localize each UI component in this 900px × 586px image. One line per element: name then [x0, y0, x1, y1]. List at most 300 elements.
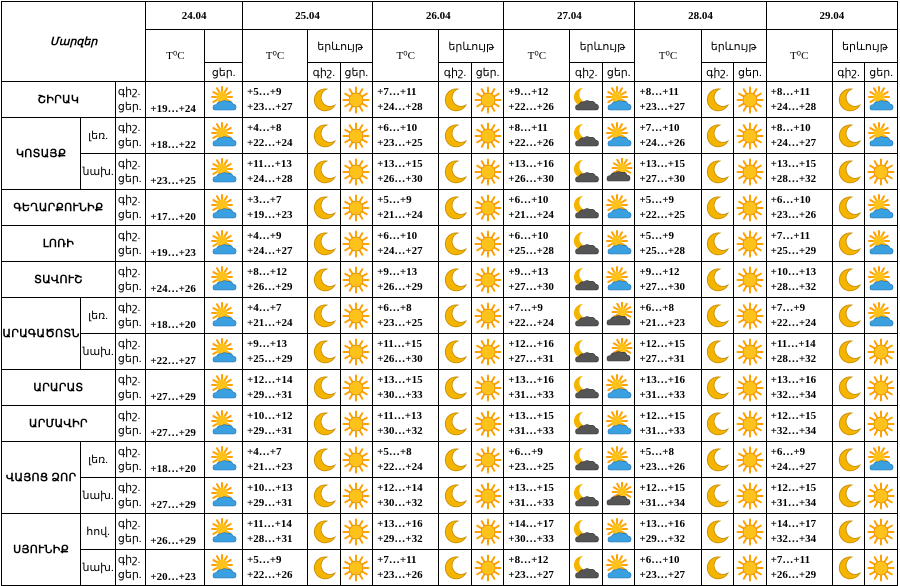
temperature-range	[373, 334, 439, 370]
day-temperature: +27…+31	[639, 352, 686, 365]
day-weather-icon	[865, 226, 898, 262]
night-temperature: +6…+10	[377, 229, 418, 242]
day-temperature: +31…+33	[508, 424, 554, 437]
day-temperature: +21…+23	[639, 316, 686, 329]
subregion-label: նախ.	[81, 154, 116, 190]
night-weather-icon	[439, 550, 472, 586]
phenomenon-header: երևույթ	[832, 30, 897, 63]
day-temperature: +22…+24	[377, 460, 423, 473]
table-row	[2, 82, 898, 118]
date-header-26: 26.04	[373, 2, 504, 30]
temperature-range	[242, 262, 307, 298]
phenomenon-header: երևույթ	[308, 30, 373, 63]
temperature-range	[242, 550, 307, 586]
night-weather-icon	[701, 190, 734, 226]
crescent-moon-icon	[310, 518, 338, 546]
day-weather-icon	[602, 226, 635, 262]
crescent-moon-icon	[703, 86, 731, 114]
day-subheader: ցեր.	[734, 63, 767, 82]
crescent-moon-icon	[441, 446, 469, 474]
crescent-moon-icon	[703, 374, 731, 402]
temperature-range	[373, 82, 439, 118]
day-weather-icon	[734, 514, 767, 550]
night-weather-icon	[308, 190, 341, 226]
temperature-range	[635, 370, 701, 406]
crescent-moon-icon	[835, 410, 863, 438]
day-weather-icon	[205, 82, 243, 118]
night-temperature: +10…+13	[246, 481, 293, 494]
day-temperature: +24…+28	[770, 100, 817, 113]
crescent-moon-icon	[441, 194, 469, 222]
night-weather-icon	[701, 154, 734, 190]
day-weather-icon	[865, 190, 898, 226]
temperature-range	[635, 514, 701, 550]
day-weather-icon	[865, 154, 898, 190]
table-row	[2, 154, 898, 190]
night-temperature: +8…+10	[770, 121, 811, 134]
temperature-range	[504, 154, 570, 190]
temperature-range	[242, 334, 307, 370]
temperature-range	[766, 514, 832, 550]
table-row	[2, 334, 898, 370]
day-subheader: ցեր.	[602, 63, 635, 82]
night-temperature: +4…+8	[246, 121, 282, 134]
day-temperature: +30…+32	[377, 424, 423, 437]
night-label: գիշ.	[117, 517, 141, 530]
night-label: գիշ.	[117, 265, 141, 278]
day-temperature: +31…+33	[508, 496, 554, 509]
temperature-range	[766, 370, 832, 406]
sun-icon	[474, 554, 502, 582]
night-temperature: +10…+13	[770, 265, 817, 278]
sun-icon	[736, 302, 764, 330]
night-label: գիշ.	[117, 373, 141, 386]
crescent-moon-icon	[441, 230, 469, 258]
sun-icon	[736, 194, 764, 222]
crescent-moon-icon	[310, 86, 338, 114]
night-weather-icon	[570, 514, 603, 550]
sun-behind-cloud-icon	[867, 230, 895, 258]
temperature-range	[635, 442, 701, 478]
day-temperature: +22…+24	[770, 316, 817, 329]
night-weather-icon	[439, 514, 472, 550]
day-weather-icon	[602, 334, 635, 370]
day-temperature: +23…+25	[146, 154, 205, 190]
sun-icon	[867, 482, 895, 510]
moon-dark-cloud-icon	[572, 266, 600, 294]
day-temperature: +27…+30	[639, 172, 686, 185]
night-weather-icon	[832, 442, 865, 478]
sun-icon	[342, 338, 370, 366]
day-temperature: +27…+29	[146, 370, 205, 406]
moon-dark-cloud-icon	[572, 302, 600, 330]
night-day-labels	[115, 370, 146, 406]
night-weather-icon	[308, 154, 341, 190]
day-weather-icon	[340, 226, 373, 262]
subregion-label: լեռ.	[81, 442, 116, 478]
day-temperature: +25…+28	[639, 244, 686, 257]
night-weather-icon	[308, 514, 341, 550]
night-temperature: +8…+11	[639, 85, 679, 98]
night-label: գիշ.	[117, 445, 141, 458]
day-weather-icon	[205, 334, 243, 370]
day-weather-icon	[471, 442, 504, 478]
night-temperature: +7…+11	[770, 553, 811, 566]
temperature-range	[373, 226, 439, 262]
night-label: գիշ.	[117, 229, 141, 242]
night-day-labels	[115, 478, 146, 514]
night-day-labels	[115, 82, 146, 118]
crescent-moon-icon	[703, 518, 731, 546]
crescent-moon-icon	[310, 446, 338, 474]
day-label: ցեր.	[117, 100, 142, 113]
night-temperature: +8…+11	[770, 85, 811, 98]
night-weather-icon	[701, 82, 734, 118]
day-weather-icon	[734, 298, 767, 334]
night-temperature: +6…+10	[508, 193, 549, 206]
temperature-range	[242, 370, 307, 406]
day-weather-icon	[340, 82, 373, 118]
day-label: ցեր.	[117, 424, 142, 437]
crescent-moon-icon	[835, 554, 863, 582]
night-weather-icon	[570, 442, 603, 478]
day-weather-icon	[471, 154, 504, 190]
day-weather-icon	[602, 442, 635, 478]
day-weather-icon	[734, 370, 767, 406]
sun-behind-cloud-icon	[210, 158, 238, 186]
date-header-29: 29.04	[766, 2, 897, 30]
night-day-labels	[115, 550, 146, 586]
day-temperature: +27…+29	[146, 478, 205, 514]
temp-unit-header: T⁰C	[766, 30, 832, 82]
day-weather-icon	[865, 370, 898, 406]
day-temperature: +28…+32	[770, 280, 817, 293]
day-weather-icon	[734, 154, 767, 190]
night-day-labels	[115, 226, 146, 262]
day-temperature: +32…+34	[770, 532, 817, 545]
night-weather-icon	[701, 442, 734, 478]
night-day-labels	[115, 514, 146, 550]
night-weather-icon	[308, 118, 341, 154]
day-temperature: +29…+31	[246, 388, 293, 401]
day-weather-icon	[205, 190, 243, 226]
day-weather-icon	[734, 442, 767, 478]
crescent-moon-icon	[441, 518, 469, 546]
night-weather-icon	[308, 406, 341, 442]
night-temperature: +7…+9	[508, 301, 543, 314]
night-weather-icon	[570, 262, 603, 298]
temp-unit-header: T⁰C	[504, 30, 570, 82]
night-weather-icon	[308, 442, 341, 478]
sun-icon	[342, 86, 370, 114]
sun-icon	[342, 158, 370, 186]
temperature-range	[766, 82, 832, 118]
day-temperature: +22…+25	[639, 208, 686, 221]
sun-icon	[342, 554, 370, 582]
night-weather-icon	[570, 370, 603, 406]
night-weather-icon	[570, 334, 603, 370]
night-temperature: +6…+10	[770, 193, 811, 206]
day-weather-icon	[602, 262, 635, 298]
night-day-labels	[115, 406, 146, 442]
night-temperature: +7…+9	[770, 301, 806, 314]
day-temperature: +25…+28	[508, 244, 554, 257]
night-day-labels	[115, 442, 146, 478]
day-weather-icon	[340, 370, 373, 406]
crescent-moon-icon	[310, 122, 338, 150]
night-temperature: +13…+15	[508, 409, 554, 422]
night-temperature: +6…+8	[639, 301, 675, 314]
day-temperature: +21…+24	[377, 208, 423, 221]
day-weather-icon	[340, 550, 373, 586]
date-header-28: 28.04	[635, 2, 766, 30]
temperature-range	[242, 226, 307, 262]
sun-behind-cloud-icon	[210, 518, 238, 546]
crescent-moon-icon	[703, 230, 731, 258]
night-temperature: +13…+16	[508, 157, 554, 170]
night-label: գիշ.	[117, 301, 141, 314]
phenomenon-header: երևույթ	[439, 30, 504, 63]
day-temperature: +26…+29	[146, 514, 205, 550]
sun-behind-cloud-icon	[210, 122, 238, 150]
night-temperature: +4…+7	[246, 445, 282, 458]
day-weather-icon	[734, 226, 767, 262]
day-weather-icon	[205, 154, 243, 190]
temperature-range	[373, 190, 439, 226]
day-label: ցեր.	[117, 496, 142, 509]
day-temperature: +22…+24	[246, 136, 293, 149]
night-weather-icon	[832, 370, 865, 406]
sun-icon	[342, 482, 370, 510]
day-label: ցեր.	[117, 244, 142, 257]
night-temperature: +13…+15	[770, 157, 817, 170]
temp-unit-header: T⁰C	[242, 30, 307, 82]
day-temperature: +19…+24	[146, 82, 205, 118]
day-weather-icon	[602, 298, 635, 334]
night-day-labels	[115, 298, 146, 334]
crescent-moon-icon	[310, 230, 338, 258]
sun-behind-cloud-icon	[605, 266, 633, 294]
crescent-moon-icon	[310, 158, 338, 186]
night-weather-icon	[439, 226, 472, 262]
night-temperature: +7…+11	[377, 85, 417, 98]
day-weather-icon	[865, 550, 898, 586]
night-temperature: +13…+16	[508, 373, 554, 386]
temperature-range	[504, 514, 570, 550]
temperature-range	[373, 298, 439, 334]
crescent-moon-icon	[310, 482, 338, 510]
day-temperature: +22…+24	[508, 316, 554, 329]
day-temperature: +29…+31	[246, 496, 293, 509]
night-temperature: +5…+8	[377, 445, 412, 458]
night-day-labels	[115, 334, 146, 370]
night-temperature: +4…+7	[246, 301, 282, 314]
night-weather-icon	[308, 226, 341, 262]
night-temperature: +7…+10	[639, 121, 680, 134]
sun-icon	[736, 446, 764, 474]
temperature-range	[242, 118, 307, 154]
sun-behind-cloud-icon	[605, 410, 633, 438]
crescent-moon-icon	[703, 482, 731, 510]
moon-dark-cloud-icon	[572, 158, 600, 186]
night-temperature: +3…+7	[246, 193, 282, 206]
region-name: ՇԻՐԱԿ	[2, 82, 116, 118]
day-temperature: +18…+22	[146, 118, 205, 154]
day-weather-icon	[865, 262, 898, 298]
moon-dark-cloud-icon	[572, 446, 600, 474]
night-temperature: +5…+9	[639, 229, 675, 242]
sun-icon	[736, 266, 764, 294]
night-weather-icon	[701, 514, 734, 550]
night-temperature: +5…+9	[639, 193, 675, 206]
day-temperature: +24…+26	[146, 262, 205, 298]
sun-dark-cloud-icon	[605, 302, 633, 330]
night-temperature: +6…+10	[508, 229, 549, 242]
region-name: ԼՈՌԻ	[2, 226, 116, 262]
crescent-moon-icon	[835, 266, 863, 294]
temperature-range	[766, 154, 832, 190]
day-temperature: +24…+27	[770, 460, 817, 473]
crescent-moon-icon	[703, 194, 731, 222]
moon-dark-cloud-icon	[572, 86, 600, 114]
night-weather-icon	[439, 154, 472, 190]
day-weather-icon	[734, 406, 767, 442]
sun-icon	[736, 86, 764, 114]
sun-behind-cloud-icon	[867, 122, 895, 150]
day-temperature: +28…+31	[246, 532, 293, 545]
night-label: գիշ.	[117, 409, 141, 422]
temperature-range	[504, 82, 570, 118]
day-weather-icon	[340, 514, 373, 550]
subregion-label: հով.	[81, 514, 116, 550]
night-day-labels	[115, 190, 146, 226]
day-weather-icon	[340, 154, 373, 190]
night-temperature: +6…+9	[770, 445, 806, 458]
crescent-moon-icon	[703, 122, 731, 150]
crescent-moon-icon	[441, 122, 469, 150]
day-weather-icon	[734, 550, 767, 586]
temperature-range	[635, 478, 701, 514]
crescent-moon-icon	[835, 122, 863, 150]
day-temperature: +26…+30	[508, 172, 554, 185]
day-temperature: +23…+25	[377, 136, 423, 149]
temp-unit-header: T⁰C	[635, 30, 701, 82]
day-temperature: +29…+32	[639, 532, 686, 545]
night-temperature: +12…+15	[639, 409, 686, 422]
temperature-range	[242, 154, 307, 190]
night-weather-icon	[570, 190, 603, 226]
night-temperature: +9…+12	[508, 85, 549, 98]
day-temperature: +23…+26	[639, 460, 686, 473]
table-row	[2, 406, 898, 442]
temperature-range	[242, 298, 307, 334]
temperature-range	[504, 226, 570, 262]
forecast-body	[2, 82, 898, 586]
temperature-range	[635, 82, 701, 118]
day-weather-icon	[865, 298, 898, 334]
night-day-labels	[115, 118, 146, 154]
night-weather-icon	[701, 226, 734, 262]
temperature-range	[766, 442, 832, 478]
night-weather-icon	[308, 478, 341, 514]
crescent-moon-icon	[703, 410, 731, 438]
sun-dark-cloud-icon	[605, 338, 633, 366]
night-weather-icon	[701, 478, 734, 514]
day-temperature: +23…+27	[639, 568, 686, 581]
night-temperature: +9…+13	[246, 337, 288, 350]
crescent-moon-icon	[310, 554, 338, 582]
temperature-range	[504, 334, 570, 370]
day-subheader: ցեր.	[205, 63, 243, 82]
night-weather-icon	[439, 262, 472, 298]
sun-icon	[474, 122, 502, 150]
crescent-moon-icon	[835, 338, 863, 366]
sun-icon	[736, 338, 764, 366]
sun-dark-cloud-icon	[605, 158, 633, 186]
day-weather-icon	[734, 82, 767, 118]
night-weather-icon	[701, 550, 734, 586]
day-weather-icon	[471, 514, 504, 550]
crescent-moon-icon	[310, 194, 338, 222]
day-label: ցեր.	[117, 352, 142, 365]
crescent-moon-icon	[703, 338, 731, 366]
sun-behind-cloud-icon	[210, 194, 238, 222]
sun-icon	[474, 86, 502, 114]
day-temperature: +23…+25	[377, 316, 423, 329]
day-weather-icon	[471, 370, 504, 406]
crescent-moon-icon	[441, 86, 469, 114]
temperature-range	[242, 478, 307, 514]
day-temperature: +23…+27	[639, 100, 686, 113]
blank-header	[205, 30, 243, 63]
night-weather-icon	[570, 550, 603, 586]
day-temperature: +20…+23	[146, 550, 205, 586]
day-subheader: ցեր.	[471, 63, 504, 82]
day-temperature: +24…+28	[377, 100, 423, 113]
sun-icon	[474, 518, 502, 546]
night-temperature: +13…+16	[770, 373, 817, 386]
forecast-table	[1, 1, 898, 586]
date-header-27: 27.04	[504, 2, 635, 30]
moon-dark-cloud-icon	[572, 518, 600, 546]
sun-behind-cloud-icon	[605, 230, 633, 258]
night-weather-icon	[832, 262, 865, 298]
night-weather-icon	[701, 370, 734, 406]
night-day-labels	[115, 154, 146, 190]
night-temperature: +13…+15	[639, 157, 686, 170]
day-label: ցեր.	[117, 316, 142, 329]
night-label: գիշ.	[117, 481, 141, 494]
crescent-moon-icon	[310, 374, 338, 402]
day-weather-icon	[865, 442, 898, 478]
crescent-moon-icon	[835, 86, 863, 114]
phenomenon-header: երևույթ	[701, 30, 766, 63]
night-subheader: գիշ.	[439, 63, 472, 82]
day-temperature: +24…+26	[639, 136, 686, 149]
day-label: ցեր.	[117, 568, 142, 581]
day-weather-icon	[865, 82, 898, 118]
night-temperature: +8…+12	[508, 553, 549, 566]
sun-icon	[474, 482, 502, 510]
crescent-moon-icon	[835, 446, 863, 474]
table-row	[2, 118, 898, 154]
sun-behind-cloud-icon	[867, 302, 895, 330]
night-weather-icon	[570, 82, 603, 118]
day-temperature: +23…+27	[246, 100, 293, 113]
day-weather-icon	[471, 190, 504, 226]
sun-icon	[474, 194, 502, 222]
day-weather-icon	[602, 406, 635, 442]
